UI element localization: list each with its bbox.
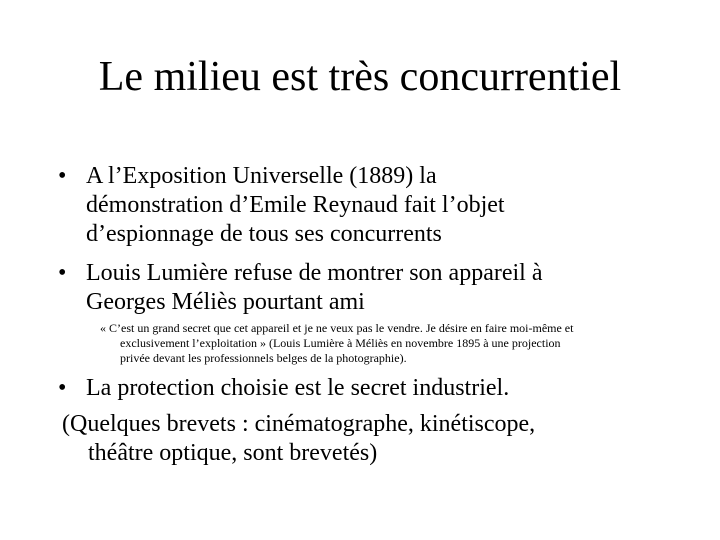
bullet-line: Louis Lumière refuse de montrer son appareil à xyxy=(86,260,543,286)
bullet-line: Georges Méliès pourtant ami xyxy=(86,289,365,315)
bullet-line: La protection choisie est le secret industriel. xyxy=(86,375,510,401)
slide-title: Le milieu est très concurrentiel xyxy=(98,54,622,100)
bullet-marker: • xyxy=(58,260,67,286)
brevets-note xyxy=(62,410,535,468)
bullet-text xyxy=(58,259,543,317)
bullet-line: démonstration d’Emile Reynaud fait l’objet xyxy=(86,192,505,218)
bullet-item-exposition xyxy=(58,162,505,249)
bullet-item-lumiere xyxy=(58,259,543,317)
bullet-line: A l’Exposition Universelle (1889) la xyxy=(86,163,437,189)
bullet-marker: • xyxy=(58,375,67,401)
bullet-item-protection xyxy=(58,374,509,403)
note-line: théâtre optique, sont brevetés) xyxy=(88,440,378,466)
note-line: (Quelques brevets : cinématographe, kinétiscope, xyxy=(62,411,536,437)
bullet-line: d’espionnage de tous ses concurrents xyxy=(86,221,442,247)
bullet-text xyxy=(58,374,509,403)
quote-line: privée devant les professionnels belges de la photographie). xyxy=(120,351,407,365)
quote-line: exclusivement l’exploitation » (Louis Lumière à Méliès en novembre 1895 à une projection xyxy=(120,336,561,350)
quote-line: « C’est un grand secret que cet appareil et je ne veux pas le vendre. Je désire en faire moi-même et xyxy=(100,321,574,335)
quote-block xyxy=(100,321,573,366)
bullet-text xyxy=(58,162,505,249)
bullet-marker: • xyxy=(58,163,67,189)
